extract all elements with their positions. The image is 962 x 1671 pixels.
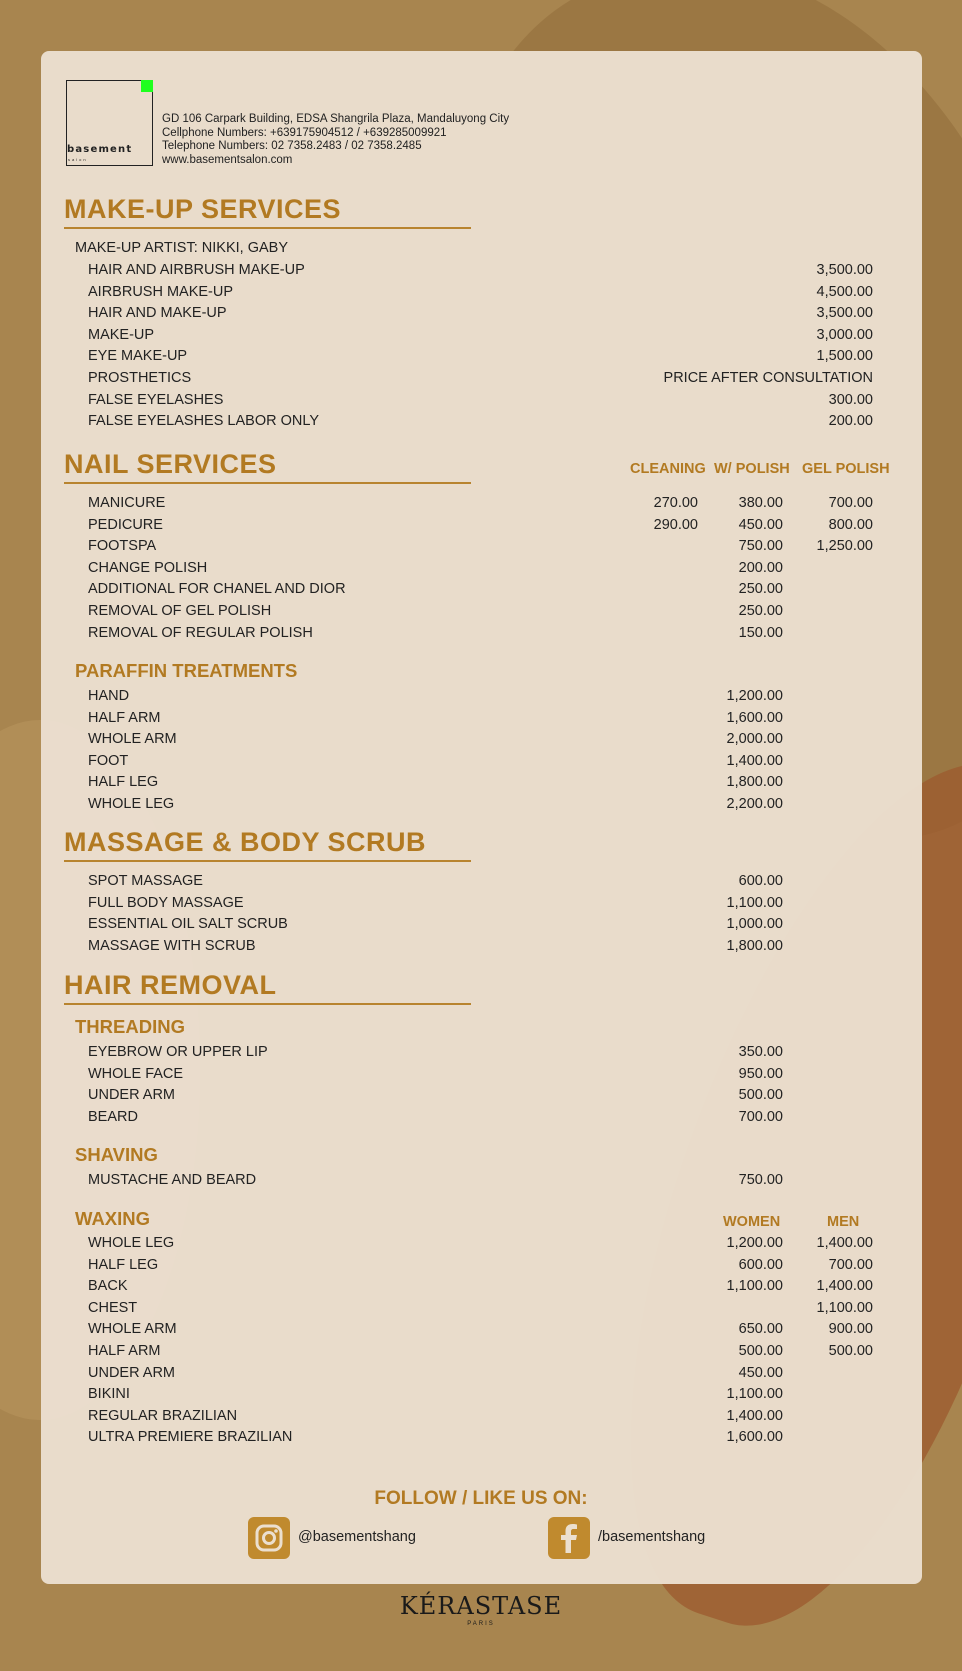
item-price: 270.00 (653, 495, 698, 511)
item-name: BEARD (88, 1108, 138, 1125)
item-name: HALF LEG (88, 1256, 159, 1273)
address: GD 106 Carpark Building, EDSA Shangrila Plaza, Mandaluyong City (162, 113, 510, 125)
follow-heading: FOLLOW / LIKE US ON: (374, 1488, 588, 1509)
item-price: 1,100.00 (726, 1386, 783, 1403)
item-name: HALF ARM (88, 709, 161, 726)
item-price: 1,600.00 (726, 1429, 783, 1446)
item-name: FALSE EYELASHES (88, 391, 224, 408)
item-name: BIKINI (88, 1386, 130, 1403)
item-price: 750.00 (738, 538, 783, 555)
kerastase-logo-sub: PARIS (467, 1621, 495, 1627)
item-price: 800.00 (828, 516, 873, 533)
item-name: MUSTACHE AND BEARD (88, 1172, 257, 1188)
item-price: 1,400.00 (816, 1235, 873, 1251)
item-price: 1,800.00 (726, 774, 783, 791)
column-header-cleaning: CLEANING (630, 461, 706, 477)
item-price: 1,400.00 (726, 752, 783, 769)
item-price: 3,000.00 (816, 326, 873, 343)
section-rule (64, 482, 471, 484)
item-name: WHOLE ARM (88, 1321, 177, 1338)
item-price: 1,100.00 (816, 1299, 873, 1316)
item-name: WHOLE LEG (88, 1235, 175, 1251)
item-name: BACK (88, 1278, 128, 1295)
item-name: ULTRA PREMIERE BRAZILIAN (88, 1429, 293, 1446)
section-title-massage: MASSAGE & BODY SCRUB (64, 827, 427, 857)
item-price: 2,200.00 (726, 796, 783, 812)
telephone: Telephone Numbers: 02 7358.2483 / 02 7358.2485 (162, 140, 422, 153)
item-name: CHEST (88, 1299, 138, 1316)
column-header-women: WOMEN (723, 1214, 781, 1230)
item-price: 3,500.00 (816, 262, 873, 278)
item-price: 290.00 (653, 516, 698, 533)
item-price: 1,000.00 (726, 916, 783, 933)
logo-marker (141, 80, 153, 92)
item-name: ESSENTIAL OIL SALT SCRUB (88, 916, 288, 933)
kerastase-logo: KÉRASTASE (399, 1592, 563, 1620)
item-name: HALF LEG (88, 774, 159, 791)
item-price: 200.00 (828, 413, 873, 430)
item-price: 500.00 (738, 1343, 783, 1359)
facebook-icon[interactable] (548, 1517, 590, 1559)
item-price: 700.00 (738, 1108, 783, 1125)
section-title-hair-removal: HAIR REMOVAL (64, 970, 277, 1000)
item-name: WHOLE LEG (88, 796, 175, 812)
item-price: 250.00 (738, 603, 783, 619)
item-name: MANICURE (88, 495, 166, 511)
item-price: 4,500.00 (816, 283, 873, 300)
item-price: 1,200.00 (726, 688, 783, 704)
item-price: 1,100.00 (726, 894, 783, 911)
section-title-makeup: MAKE-UP SERVICES (64, 194, 342, 224)
item-price: 450.00 (738, 516, 783, 533)
item-price: 900.00 (828, 1321, 873, 1338)
item-price: 600.00 (738, 1256, 783, 1273)
logo-sub: salon (68, 157, 88, 162)
item-price: 750.00 (738, 1172, 783, 1188)
makeup-artist: MAKE-UP ARTIST: NIKKI, GABY (75, 240, 288, 256)
item-price: 1,600.00 (726, 709, 783, 726)
item-name: AIRBRUSH MAKE-UP (88, 283, 234, 300)
item-price: 1,800.00 (726, 937, 783, 954)
item-name: FALSE EYELASHES LABOR ONLY (88, 413, 320, 430)
item-name: REMOVAL OF GEL POLISH (88, 603, 272, 619)
cellphone: Cellphone Numbers: +639175904512 / +639285009921 (162, 126, 447, 139)
item-price: 380.00 (738, 495, 783, 511)
column-header-men: MEN (827, 1214, 860, 1230)
column-header-polish: W/ POLISH (714, 461, 790, 477)
item-price: 200.00 (738, 559, 783, 576)
section-rule (64, 1003, 471, 1005)
item-name: WHOLE ARM (88, 731, 177, 748)
logo-text: basement (67, 144, 133, 155)
subsection-title-paraffin: PARAFFIN TREATMENTS (75, 660, 298, 681)
item-name: HAIR AND AIRBRUSH MAKE-UP (88, 262, 305, 278)
item-name: ADDITIONAL FOR CHANEL AND DIOR (88, 581, 346, 598)
price-list-card (41, 51, 922, 1584)
item-name: HALF ARM (88, 1343, 161, 1359)
section-rule (64, 227, 471, 229)
item-name: FOOT (88, 752, 129, 769)
item-name: SPOT MASSAGE (88, 873, 203, 889)
item-price: 2,000.00 (726, 731, 783, 748)
item-name: PEDICURE (88, 516, 163, 533)
item-name: FOOTSPA (88, 538, 157, 555)
instagram-handle[interactable]: @basementshang (298, 1529, 416, 1545)
item-price: 500.00 (828, 1343, 873, 1359)
section-title-nails: NAIL SERVICES (64, 449, 277, 479)
website: www.basementsalon.com (162, 153, 293, 166)
item-price: 1,400.00 (816, 1278, 873, 1295)
item-name: HAIR AND MAKE-UP (88, 305, 227, 322)
facebook-handle[interactable]: /basementshang (598, 1529, 706, 1545)
item-name: EYEBROW OR UPPER LIP (88, 1044, 268, 1060)
item-price: 1,500.00 (816, 348, 873, 365)
item-price: 1,200.00 (726, 1235, 783, 1251)
column-header-gel: GEL POLISH (802, 461, 890, 477)
item-name: CHANGE POLISH (88, 559, 208, 576)
item-price: 600.00 (738, 873, 783, 889)
item-price: 500.00 (738, 1087, 783, 1104)
instagram-icon[interactable] (248, 1517, 290, 1559)
salon-logo (66, 80, 153, 166)
item-name: UNDER ARM (88, 1087, 176, 1104)
item-name: UNDER ARM (88, 1364, 176, 1381)
item-name: FULL BODY MASSAGE (88, 894, 244, 911)
item-price: 3,500.00 (816, 305, 873, 322)
subsection-title-threading: THREADING (75, 1016, 185, 1037)
item-price: 700.00 (828, 1256, 873, 1273)
item-price: 300.00 (828, 391, 873, 408)
section-rule (64, 860, 471, 862)
item-price: 150.00 (738, 624, 783, 641)
subsection-title-shaving: SHAVING (75, 1144, 158, 1165)
item-name: EYE MAKE-UP (88, 348, 188, 365)
item-name: MASSAGE WITH SCRUB (88, 937, 256, 954)
item-price: 250.00 (738, 581, 783, 598)
item-name: PROSTHETICS (88, 370, 192, 386)
item-name: REGULAR BRAZILIAN (88, 1407, 238, 1424)
item-price: 650.00 (738, 1321, 783, 1338)
item-name: REMOVAL OF REGULAR POLISH (88, 624, 313, 641)
subsection-title-waxing: WAXING (75, 1208, 151, 1229)
item-price: 700.00 (828, 495, 873, 511)
item-price: 1,100.00 (726, 1278, 783, 1295)
item-price: 950.00 (738, 1065, 783, 1082)
item-name: WHOLE FACE (88, 1065, 184, 1082)
item-price: 1,250.00 (816, 538, 873, 555)
item-price: 450.00 (738, 1364, 783, 1381)
item-name: HAND (88, 688, 130, 704)
item-price: 350.00 (738, 1044, 783, 1060)
item-price: PRICE AFTER CONSULTATION (663, 370, 873, 386)
item-price: 1,400.00 (726, 1407, 783, 1424)
item-name: MAKE-UP (88, 326, 155, 343)
contact-info (162, 113, 509, 167)
